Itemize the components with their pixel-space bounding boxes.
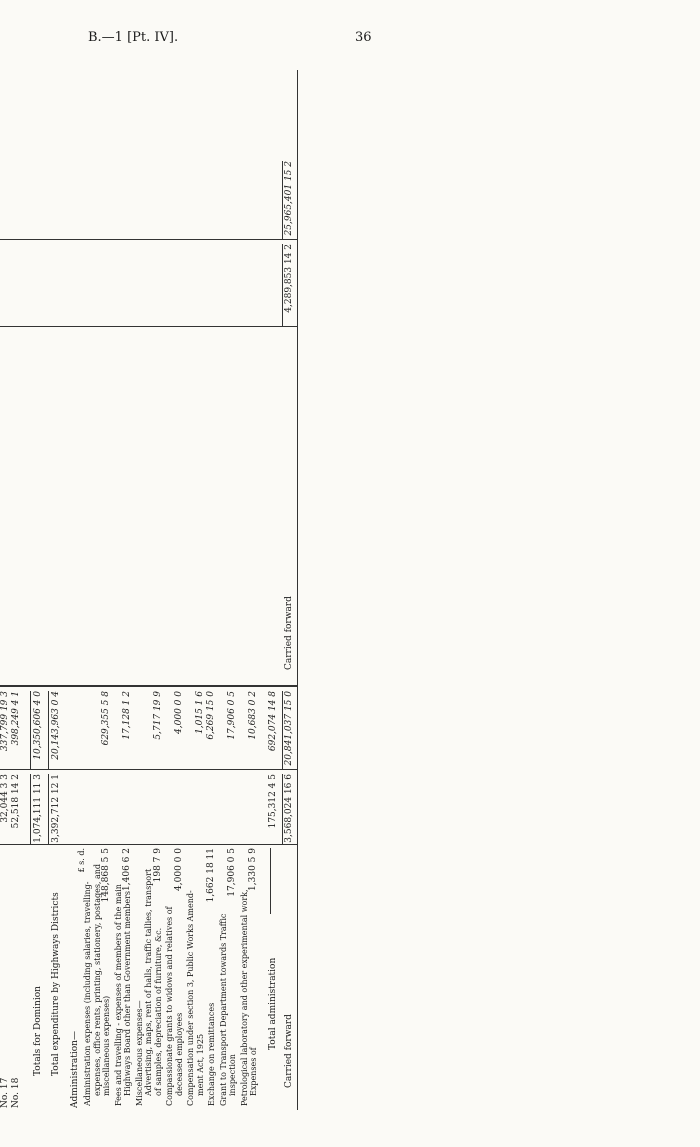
admin-item-since: 629,355 5 8 — [101, 691, 111, 746]
admin-item-subvalue: 198 7 9 — [152, 848, 163, 883]
admin-item-subvalue: 1,330 5 9 — [248, 848, 258, 891]
exp-carried-forward-label: Carried forward — [284, 1014, 294, 1088]
col-divider-year-since — [0, 769, 298, 770]
dominion-rule — [30, 774, 31, 844]
admin-total-year: 175,312 4 5 — [268, 774, 278, 829]
admin-item-text: ment Act, 1925 — [195, 1033, 205, 1096]
admin-item-text: expenses, office rents, printing, stationery, postages, and — [92, 863, 102, 1096]
admin-item-subvalue: 4,000 0 0 — [173, 848, 184, 891]
admin-sub-rule — [270, 848, 271, 914]
admin-item-since: 1,015 1 6 — [194, 691, 205, 734]
col-divider-income-year — [0, 326, 298, 327]
admin-item-since: 4,000 0 0 — [173, 691, 184, 734]
admin-item-subvalue: 1,662 18 11 — [206, 848, 216, 903]
admin-item-text: Expenses of — [249, 1047, 258, 1096]
district-year-value: 32,044 3 3 — [0, 774, 10, 823]
admin-item-text: deceased employees — [174, 1012, 184, 1096]
dominion-total-since: 10,350,606 4 0 — [33, 691, 43, 760]
page-number: 36 — [355, 30, 372, 45]
admin-item-since: 6,269 15 0 — [206, 691, 216, 740]
districts-rule-since — [48, 691, 49, 769]
col-divider-income-since — [0, 239, 298, 240]
page-reference: B.—1 [Pt. IV]. — [88, 30, 179, 45]
districts-total-since: 20,143,963 0 4 — [51, 691, 61, 760]
dominion-total-year: 1,074,111 11 3 — [33, 774, 43, 843]
carried-rule-since — [282, 691, 283, 769]
rotated-table-page — [0, 70, 640, 1110]
admin-item-text: Petrological laboratory and other experimental work, — [239, 889, 249, 1106]
dominion-total-label: Totals for Dominion — [33, 986, 43, 1076]
table-bottom-rule — [297, 70, 298, 1110]
districts-rule — [48, 774, 49, 844]
admin-item-text: Advertising, maps, rent of halls, traffic tallies, transport — [144, 868, 153, 1096]
admin-item-since: 5,717 19 9 — [152, 691, 163, 740]
exp-carried-forward-year: 3,568,024 16 6 — [284, 774, 294, 843]
admin-total-since: 692,074 14 8 — [268, 691, 278, 752]
col-divider-exp-year — [0, 844, 298, 845]
administration-label: Administration— — [70, 1031, 80, 1108]
admin-item-since: 10,683 0 2 — [248, 691, 258, 740]
district-number: No. 17 — [0, 1077, 10, 1108]
carried-rule — [282, 774, 283, 844]
admin-item-since: 17,128 1 2 — [122, 691, 132, 740]
inc-carried-forward-label: Carried forward — [284, 596, 294, 670]
district-number: No. 18 — [11, 1077, 22, 1108]
admin-item-text: Compassionate grants to widows and relatives of — [165, 906, 174, 1106]
inc-carried-forward-since: 25,965,401 15 2 — [284, 161, 294, 236]
admin-item-text: Grant to Transport Department towards Traffic — [218, 913, 228, 1106]
admin-total-label: Total administration — [268, 957, 278, 1050]
districts-total-year: 3,392,712 12 1 — [51, 774, 61, 843]
districts-total-label: Total expenditure by Highways Districts — [51, 892, 61, 1076]
inc-carried-rule-since — [282, 161, 283, 239]
district-since-value: 398,249 4 1 — [11, 691, 22, 746]
admin-item-text: Fees and travelling - expenses of members of the main — [113, 884, 123, 1106]
admin-item-text: Compensation under section 3, Public Works Amend- — [186, 890, 195, 1106]
admin-item-subvalue: 17,906 0 5 — [227, 848, 237, 897]
admin-item-subvalue: 1,406 6 2 — [122, 848, 132, 891]
admin-item-subvalue: 148,868 5 5 — [101, 848, 111, 903]
district-year-value: 52,518 14 2 — [11, 774, 22, 829]
admin-item-since: 17,906 0 5 — [227, 691, 237, 740]
inc-carried-forward-year: 4,289,853 14 2 — [284, 244, 294, 313]
account-table — [0, 70, 298, 1110]
district-since-value: 337,799 19 3 — [0, 691, 10, 752]
admin-item-text: Highways Board other than Government members — [123, 890, 132, 1096]
col-divider-exp-income — [0, 685, 298, 687]
admin-item-text: Miscellaneous expenses— — [134, 1000, 144, 1106]
admin-item-text: miscellaneous expenses) — [102, 995, 111, 1096]
admin-item-text: of samples, depreciation of furniture, &c. — [153, 927, 163, 1096]
admin-lsd-header: £ s. d. — [77, 848, 86, 873]
inc-carried-rule — [282, 244, 283, 326]
admin-item-text: Administration expenses (including salaries, travelling- — [83, 881, 92, 1106]
exp-carried-forward-since: 20,841,037 15 0 — [284, 691, 294, 766]
dominion-rule-since — [30, 691, 31, 769]
admin-item-text: Exchange on remittances — [207, 1002, 216, 1106]
admin-item-text: inspection — [228, 1054, 237, 1096]
